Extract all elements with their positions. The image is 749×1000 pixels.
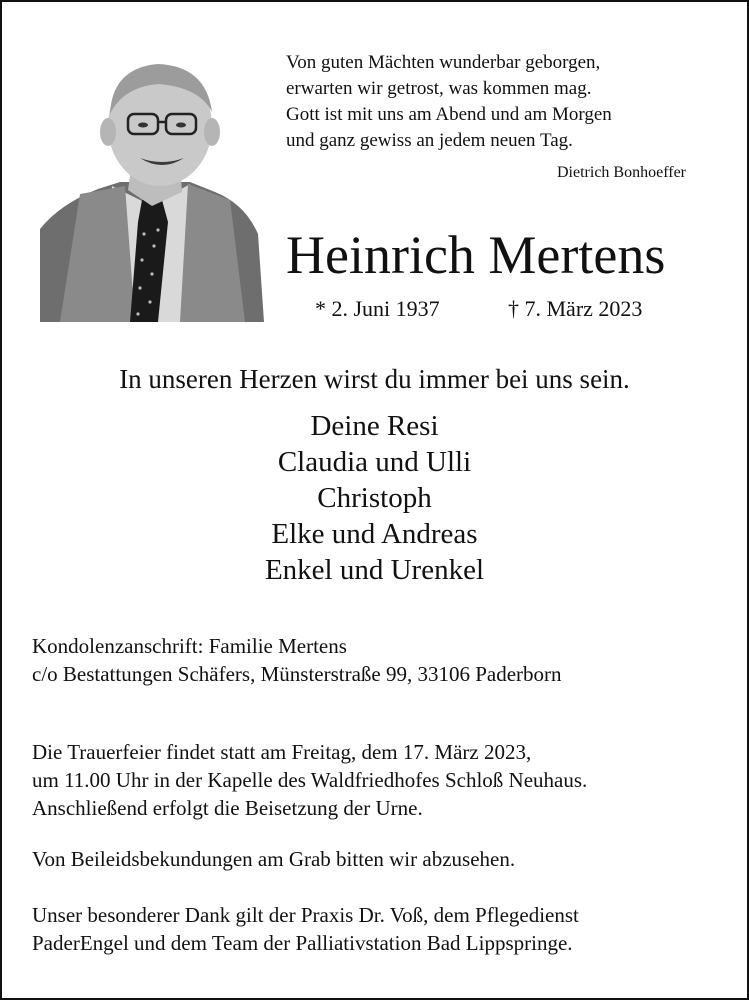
- death-date: † 7. März 2023: [508, 296, 643, 321]
- birth-date: * 2. Juni 1937: [315, 296, 440, 321]
- mourner-name: Elke und Andreas: [271, 518, 478, 550]
- poem-quote: [286, 50, 726, 154]
- request-line: Von Beileidsbekundungen am Grab bitten wir abzusehen.: [32, 847, 516, 871]
- funeral-line: Die Trauerfeier findet statt am Freitag, dem 17. März 2023,: [32, 740, 532, 764]
- mourner-name: Claudia und Ulli: [277, 446, 472, 478]
- mourners-list: [0, 408, 749, 588]
- mourner-name: Christoph: [317, 482, 432, 514]
- funeral-info: [32, 738, 732, 822]
- portrait-photo: [40, 54, 264, 322]
- thanks-line: PaderEngel und dem Team der Palliativstation Bad Lippspringe.: [32, 931, 573, 955]
- poem-line: und ganz gewiss an jedem neuen Tag.: [286, 130, 573, 151]
- poem-line: erwarten wir getrost, was kommen mag.: [286, 78, 592, 99]
- thanks-line: Unser besonderer Dank gilt der Praxis Dr. Voß, dem Pflegedienst: [32, 903, 579, 927]
- mourner-name: Enkel und Urenkel: [264, 554, 485, 586]
- deceased-name: Heinrich Mertens: [286, 225, 666, 285]
- motto-line: In unseren Herzen wirst du immer bei uns sein.: [119, 364, 630, 394]
- poem-line: Von guten Mächten wunderbar geborgen,: [286, 52, 601, 73]
- condolence-line: c/o Bestattungen Schäfers, Münsterstraße 99, 33106 Paderborn: [32, 662, 562, 686]
- funeral-line: Anschließend erfolgt die Beisetzung der Urne.: [32, 796, 423, 820]
- mourner-name: Deine Resi: [310, 410, 439, 442]
- poem-line: Gott ist mit uns am Abend und am Morgen: [286, 104, 612, 125]
- condolence-line: Kondolenzanschrift: Familie Mertens: [32, 634, 347, 658]
- condolence-request: [32, 845, 732, 873]
- funeral-line: um 11.00 Uhr in der Kapelle des Waldfriedhofes Schloß Neuhaus.: [32, 768, 588, 792]
- poem-author: Dietrich Bonhoeffer: [557, 164, 686, 181]
- condolence-address: [32, 632, 732, 688]
- thanks-note: [32, 901, 732, 957]
